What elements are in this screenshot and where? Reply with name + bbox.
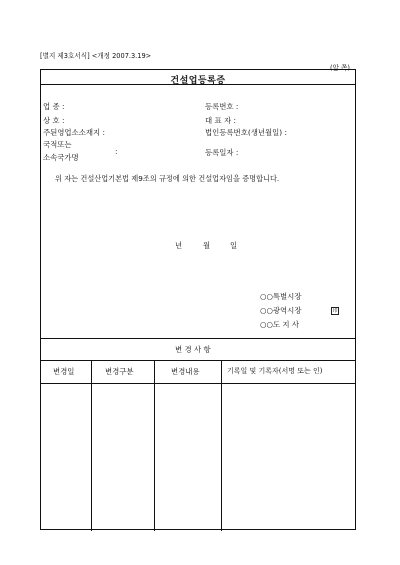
- form-reference: [별지 제3호서식] <개정 2007.3.19>: [40, 52, 152, 60]
- certificate-form: [40, 69, 356, 530]
- column-change-date: 변경일: [53, 367, 75, 376]
- form-title: 건설업등록증: [170, 76, 226, 86]
- column-record-signature: 기록일 및 기록자(서명 또는 인): [227, 367, 323, 375]
- corp-reg-number-field: 법인등록번호(생년월일) :: [205, 128, 288, 137]
- representative-field: 대 표 자 :: [205, 116, 236, 125]
- issuer-province: ○○도 지 사: [260, 320, 300, 329]
- certification-text: 위 자는 건설산업기본법 제9조의 규정에 의한 건설업자임을 증명합니다.: [55, 174, 280, 183]
- column-divider-1: [91, 360, 92, 531]
- column-change-type: 변경구분: [105, 367, 134, 376]
- changes-heading: 변 경 사 항: [175, 345, 211, 354]
- changes-columns-divider: [41, 383, 355, 384]
- seal-mark: 印: [332, 308, 338, 314]
- trade-name-field: 상 호 :: [43, 116, 65, 125]
- date-day: 일: [230, 241, 238, 250]
- column-divider-2: [154, 360, 155, 531]
- date-year: 년: [175, 241, 183, 250]
- nationality-colon: :: [115, 147, 118, 156]
- changes-heading-divider: [41, 360, 355, 361]
- nationality-label-line1: 국적또는: [43, 140, 72, 149]
- reg-number-field: 등록번호 :: [205, 102, 239, 111]
- address-field: 주된영업소소재지 :: [43, 128, 105, 137]
- column-divider-3: [221, 360, 222, 531]
- changes-top-divider: [41, 338, 355, 339]
- nationality-label-line2: 소속국가명: [43, 153, 79, 162]
- page-side-note: (앞 쪽): [330, 64, 350, 72]
- column-change-content: 변경내용: [171, 367, 200, 376]
- business-type-field: 업 종 :: [43, 102, 65, 111]
- title-divider: [41, 84, 355, 85]
- issuer-metro-city: ○○광역시장: [260, 306, 302, 315]
- date-month: 월: [203, 241, 211, 250]
- issuer-special-city: ○○특별시장: [260, 292, 302, 301]
- reg-date-field: 등록일자 :: [205, 148, 239, 157]
